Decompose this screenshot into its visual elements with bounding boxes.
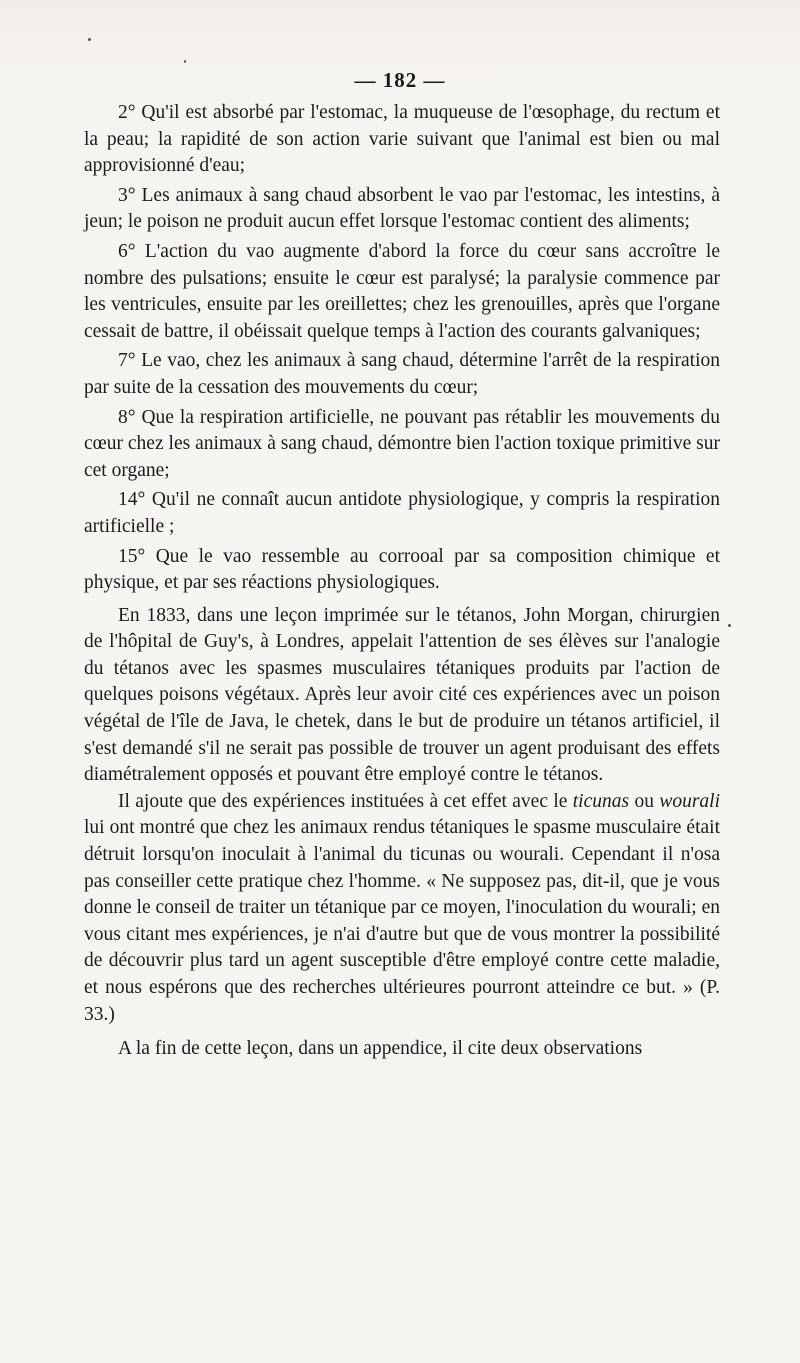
list-item: 3° Les animaux à sang chaud absorbent le vao par l'estomac, les intestins, à jeun; le poison ne produit aucun effet lorsque l'estomac contient des aliments; — [84, 184, 720, 233]
print-speck — [184, 60, 186, 63]
print-speck — [88, 38, 91, 41]
print-speck — [728, 624, 731, 627]
paragraph-text: lui ont montré que chez les animaux rendus tétaniques le spasme musculaire était détruit lorsqu'on inoculait à l'animal du ticunas ou wourali. Cependant il n'osa pas conseiller cette pratique chez l'homme. « Ne supposez pas, dit-il, que je vous donne le conseil de traiter un tétanique par ce moyen, l'inoculation du wourali; en vous citant mes expériences, je n'ai d'autre but que de vous montrer la possibilité de découvrir plus tard un agent susceptible d'être employé contre cette maladie, et nous espérons que des recherches ultérieures pourront atteindre ce but. » (P. 33.) — [84, 817, 720, 1025]
list-item: 14° Qu'il ne connaît aucun antidote physiologique, y compris la respiration artificielle ; — [84, 489, 720, 537]
paragraph-text: Il ajoute que des expériences instituées à cet effet avec le — [118, 790, 573, 812]
list-item: 6° L'action du vao augmente d'abord la force du cœur sans accroître le nombre des pulsations; ensuite le cœur est paralysé; la paralysie commence par les ventricules, ensuite par les oreillettes; chez les grenouilles, après que l'organe cessait de battre, il obéissait quelque temps à l'action des courants galvaniques; — [84, 240, 720, 342]
paragraph-morgan-lesson: En 1833, dans une leçon imprimée sur le tétanos, John Morgan, chirurgien de l'hôpital de Guy's, à Londres, appelait l'attention de ses élèves sur l'analogie du tétanos avec les spasmes musculaires tétaniques produits par l'action de quelques poisons végétaux. Après leur avoir cité ces expériences avec un poison végétal de l'île de Java, le chetek, dans le but de produire un tétanos artificiel, il s'est demandé s'il ne serait pas possible de trouver un agent produisant des effets diamétralement opposés et pouvant être employé contre le tétanos. — [84, 604, 720, 786]
list-item: 8° Que la respiration artificielle, ne pouvant pas rétablir les mouvements du cœur chez les animaux à sang chaud, démontre bien l'action toxique primitive sur cet organe; — [84, 406, 720, 481]
paragraph-appendix: A la fin de cette leçon, dans un appendice, il cite deux observations — [118, 1038, 643, 1060]
italic-term-wourali: wourali — [659, 790, 720, 812]
list-item: 15° Que le vao ressemble au corrooal par sa composition chimique et physique, et par ses réactions physiologiques. — [84, 545, 720, 594]
italic-term-ticunas: ticunas — [572, 790, 630, 812]
page-number: — 182 — — [354, 68, 446, 92]
paragraph-text: ou — [629, 790, 660, 812]
list-item: 7° Le vao, chez les animaux à sang chaud, détermine l'arrêt de la respiration par suite de la cessation des mouvements du cœur; — [84, 350, 720, 398]
paragraph-experiments — [84, 789, 720, 1028]
list-item: 2° Qu'il est absorbé par l'estomac, la muqueuse de l'œsophage, du rectum et la peau; la rapidité de son action varie suivant que l'animal est bien ou mal approvisionné d'eau; — [84, 102, 720, 177]
page-text — [84, 100, 720, 1063]
